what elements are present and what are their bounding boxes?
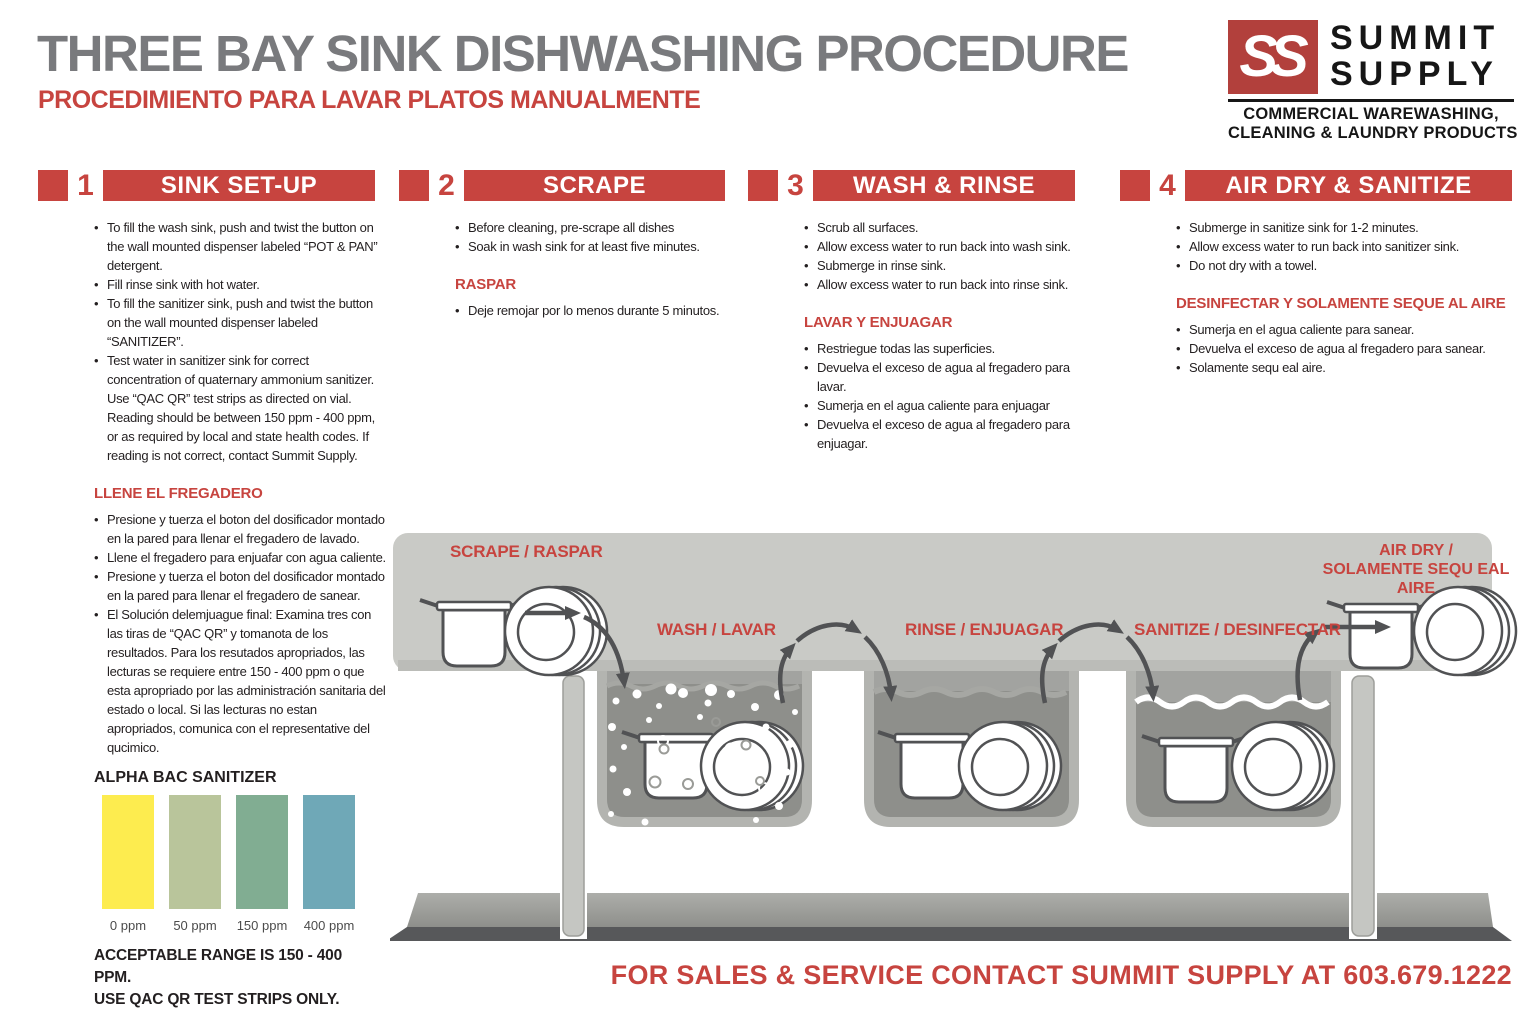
bullet-item: • Sumerja en el agua caliente para sanear.: [1176, 320, 1506, 339]
sanitizer-swatch: [236, 795, 288, 933]
bullet-item: • Scrub all surfaces.: [804, 218, 1096, 237]
step-title: SCRAPE: [464, 170, 725, 201]
sanitizer-note-line2: USE QAC QR TEST STRIPS ONLY.: [94, 991, 340, 1008]
step-title: SINK SET-UP: [103, 170, 375, 201]
bullet-list-es: [804, 339, 1096, 453]
spanish-heading: LAVAR Y ENJUAGAR: [804, 314, 953, 331]
step-title: WASH & RINSE: [813, 170, 1075, 201]
page-subtitle: PROCEDIMIENTO PARA LAVAR PLATOS MANUALMENTE: [38, 86, 701, 114]
section-1-header: [38, 170, 375, 201]
bullet-item: • Allow excess water to run back into sanitizer sink.: [1176, 237, 1506, 256]
label-air-dry-line2: SOLAMENTE SEQU EAL AIRE: [1322, 561, 1510, 597]
swatch-label: 150 ppm: [236, 918, 288, 933]
swatch-label: 50 ppm: [173, 918, 217, 933]
bullet-item: • Before cleaning, pre-scrape all dishes: [455, 218, 727, 237]
rinse-sink: [864, 671, 1079, 827]
step-number: 1: [77, 169, 94, 202]
logo-name-line1: SUMMIT: [1330, 19, 1501, 57]
bullet-list-es: [455, 301, 727, 320]
page-title: THREE BAY SINK DISHWASHING PROCEDURE: [37, 25, 1128, 82]
swatch-label: 0 ppm: [109, 918, 147, 933]
bullet-item: • Sumerja en el agua caliente para enjuagar: [804, 396, 1096, 415]
bullet-list-es: [1176, 320, 1506, 377]
label-air-dry: [1316, 541, 1516, 598]
bullet-item: • Deje remojar por lo menos durante 5 minutos.: [455, 301, 727, 320]
bullet-list-en: [455, 218, 727, 256]
bullet-list-en: [1176, 218, 1506, 275]
bullet-list-en: [804, 218, 1096, 294]
plate-stack-icon: [959, 722, 1061, 810]
section-wash-rinse: [748, 170, 1075, 453]
step-number: 3: [787, 169, 804, 202]
bullet-item: • Do not dry with a towel.: [1176, 256, 1506, 275]
red-square-marker: [399, 170, 429, 201]
swatch-color: [303, 795, 355, 909]
spanish-heading: RASPAR: [455, 276, 517, 293]
step-title: AIR DRY & SANITIZE: [1185, 170, 1512, 201]
swatch-color: [169, 795, 221, 909]
bullet-item: • Restriegue todas las superficies.: [804, 339, 1096, 358]
section-2-header: [399, 170, 725, 201]
bullet-item: • Soak in wash sink for at least five minutes.: [455, 237, 727, 256]
table-leg-left: [560, 676, 587, 939]
sanitize-sink: [1126, 671, 1341, 827]
logo-divider: [1228, 99, 1514, 102]
bullet-list-en: [94, 218, 386, 465]
red-square-marker: [1120, 170, 1150, 201]
floor: [390, 893, 1512, 941]
sanitizer-swatch: [303, 795, 355, 933]
logo-name-line2: SUPPLY: [1330, 55, 1499, 93]
bullet-list-es: [94, 510, 386, 757]
sanitizer-note: [94, 945, 375, 1011]
section-scrape: [399, 170, 725, 320]
bullet-item: • Fill rinse sink with hot water.: [94, 275, 386, 294]
swatch-label: 400 ppm: [303, 918, 355, 933]
label-rinse: RINSE / ENJUAGAR: [905, 620, 1064, 639]
section-4-header: [1120, 170, 1512, 201]
bullet-item: • Allow excess water to run back into rinse sink.: [804, 275, 1096, 294]
bullet-item: • Devuelva el exceso de agua al fregadero para enjuagar.: [804, 415, 1096, 453]
plate-stack-icon: [1414, 587, 1516, 675]
bullet-item: • El Solución delemjuague final: Examina tres con las tiras de “QAC QR” y tomanota de los resultados. Para los resutados apropriados, las lecturas se requiere entre 150 - 400 ppm o que esta apropriado por las administración sanitaria del estado o local. Si las lecturas no estan apropriados, comunica con el representative del qucimico.: [94, 605, 386, 757]
logo-name: [1330, 20, 1500, 92]
plate-stack-icon: [1232, 722, 1334, 810]
bullet-item: • Presione y tuerza el boton del dosificador montado en la pared para llenar el fregadero de sanear.: [94, 567, 386, 605]
label-air-dry-line1: AIR DRY /: [1379, 542, 1453, 559]
label-scrape: SCRAPE / RASPAR: [450, 542, 603, 561]
bullet-item: • Devuelva el exceso de agua al fregadero para lavar.: [804, 358, 1096, 396]
bullet-item: • Allow excess water to run back into wash sink.: [804, 237, 1096, 256]
logo-ss-monogram-icon: SS: [1228, 20, 1318, 94]
logo-tagline-line2: CLEANING & LAUNDRY PRODUCTS: [1228, 123, 1518, 142]
red-square-marker: [748, 170, 778, 201]
sanitizer-swatch: [102, 795, 154, 933]
step-number: 2: [438, 169, 455, 202]
sanitizer-swatch: [169, 795, 221, 933]
bullet-item: • Presione y tuerza el boton del dosificador montado en la pared para llenar el fregadero de lavado.: [94, 510, 386, 548]
bullet-item: • Llene el fregadero para enjuafar con agua caliente.: [94, 548, 386, 567]
label-wash: WASH / LAVAR: [657, 620, 776, 639]
sanitizer-chart-title: ALPHA BAC SANITIZER: [94, 769, 277, 786]
plate-stack-icon: [701, 722, 803, 810]
table-leg-right: [1349, 676, 1377, 939]
bullet-item: • Submerge in sanitize sink for 1-2 minutes.: [1176, 218, 1506, 237]
sanitizer-swatch-row: [102, 795, 375, 933]
bullet-item: • Devuelva el exceso de agua al fregadero para sanear.: [1176, 339, 1506, 358]
summit-supply-logo: [1228, 19, 1518, 143]
section-sink-set-up: [38, 169, 386, 1011]
spanish-heading: DESINFECTAR Y SOLAMENTE SEQUE AL AIRE: [1176, 295, 1506, 312]
plate-stack-icon: [505, 587, 607, 675]
section-air-dry-sanitize: [1120, 170, 1512, 377]
sanitizer-note-line1: ACCEPTABLE RANGE IS 150 - 400 PPM.: [94, 947, 343, 986]
red-square-marker: [38, 170, 68, 201]
bullet-item: • Submerge in rinse sink.: [804, 256, 1096, 275]
bullet-item: • To fill the wash sink, push and twist the button on the wall mounted dispenser labeled “POT & PAN” detergent.: [94, 218, 386, 275]
sales-contact: FOR SALES & SERVICE CONTACT SUMMIT SUPPLY AT 603.679.1222: [610, 960, 1512, 990]
bullet-item: • Solamente sequ eal aire.: [1176, 358, 1506, 377]
section-3-header: [748, 170, 1075, 201]
swatch-color: [102, 795, 154, 909]
spanish-heading: LLENE EL FREGADERO: [94, 485, 263, 502]
step-number: 4: [1159, 169, 1176, 202]
bullet-item: • To fill the sanitizer sink, push and twist the button on the wall mounted dispenser labeled “SANITIZER”.: [94, 294, 386, 351]
bullet-item: • Test water in sanitizer sink for correct concentration of quaternary ammonium sanitizer. Use “QAC QR” test strips as directed on vial. Reading should be between 150 ppm - 400 ppm, or as required by local and state health codes. If reading is not correct, contact Summit Supply.: [94, 351, 386, 465]
label-sanitize: SANITIZE / DESINFECTAR: [1134, 620, 1341, 639]
logo-tagline-line1: COMMERCIAL WAREWASHING,: [1243, 104, 1499, 123]
swatch-color: [236, 795, 288, 909]
